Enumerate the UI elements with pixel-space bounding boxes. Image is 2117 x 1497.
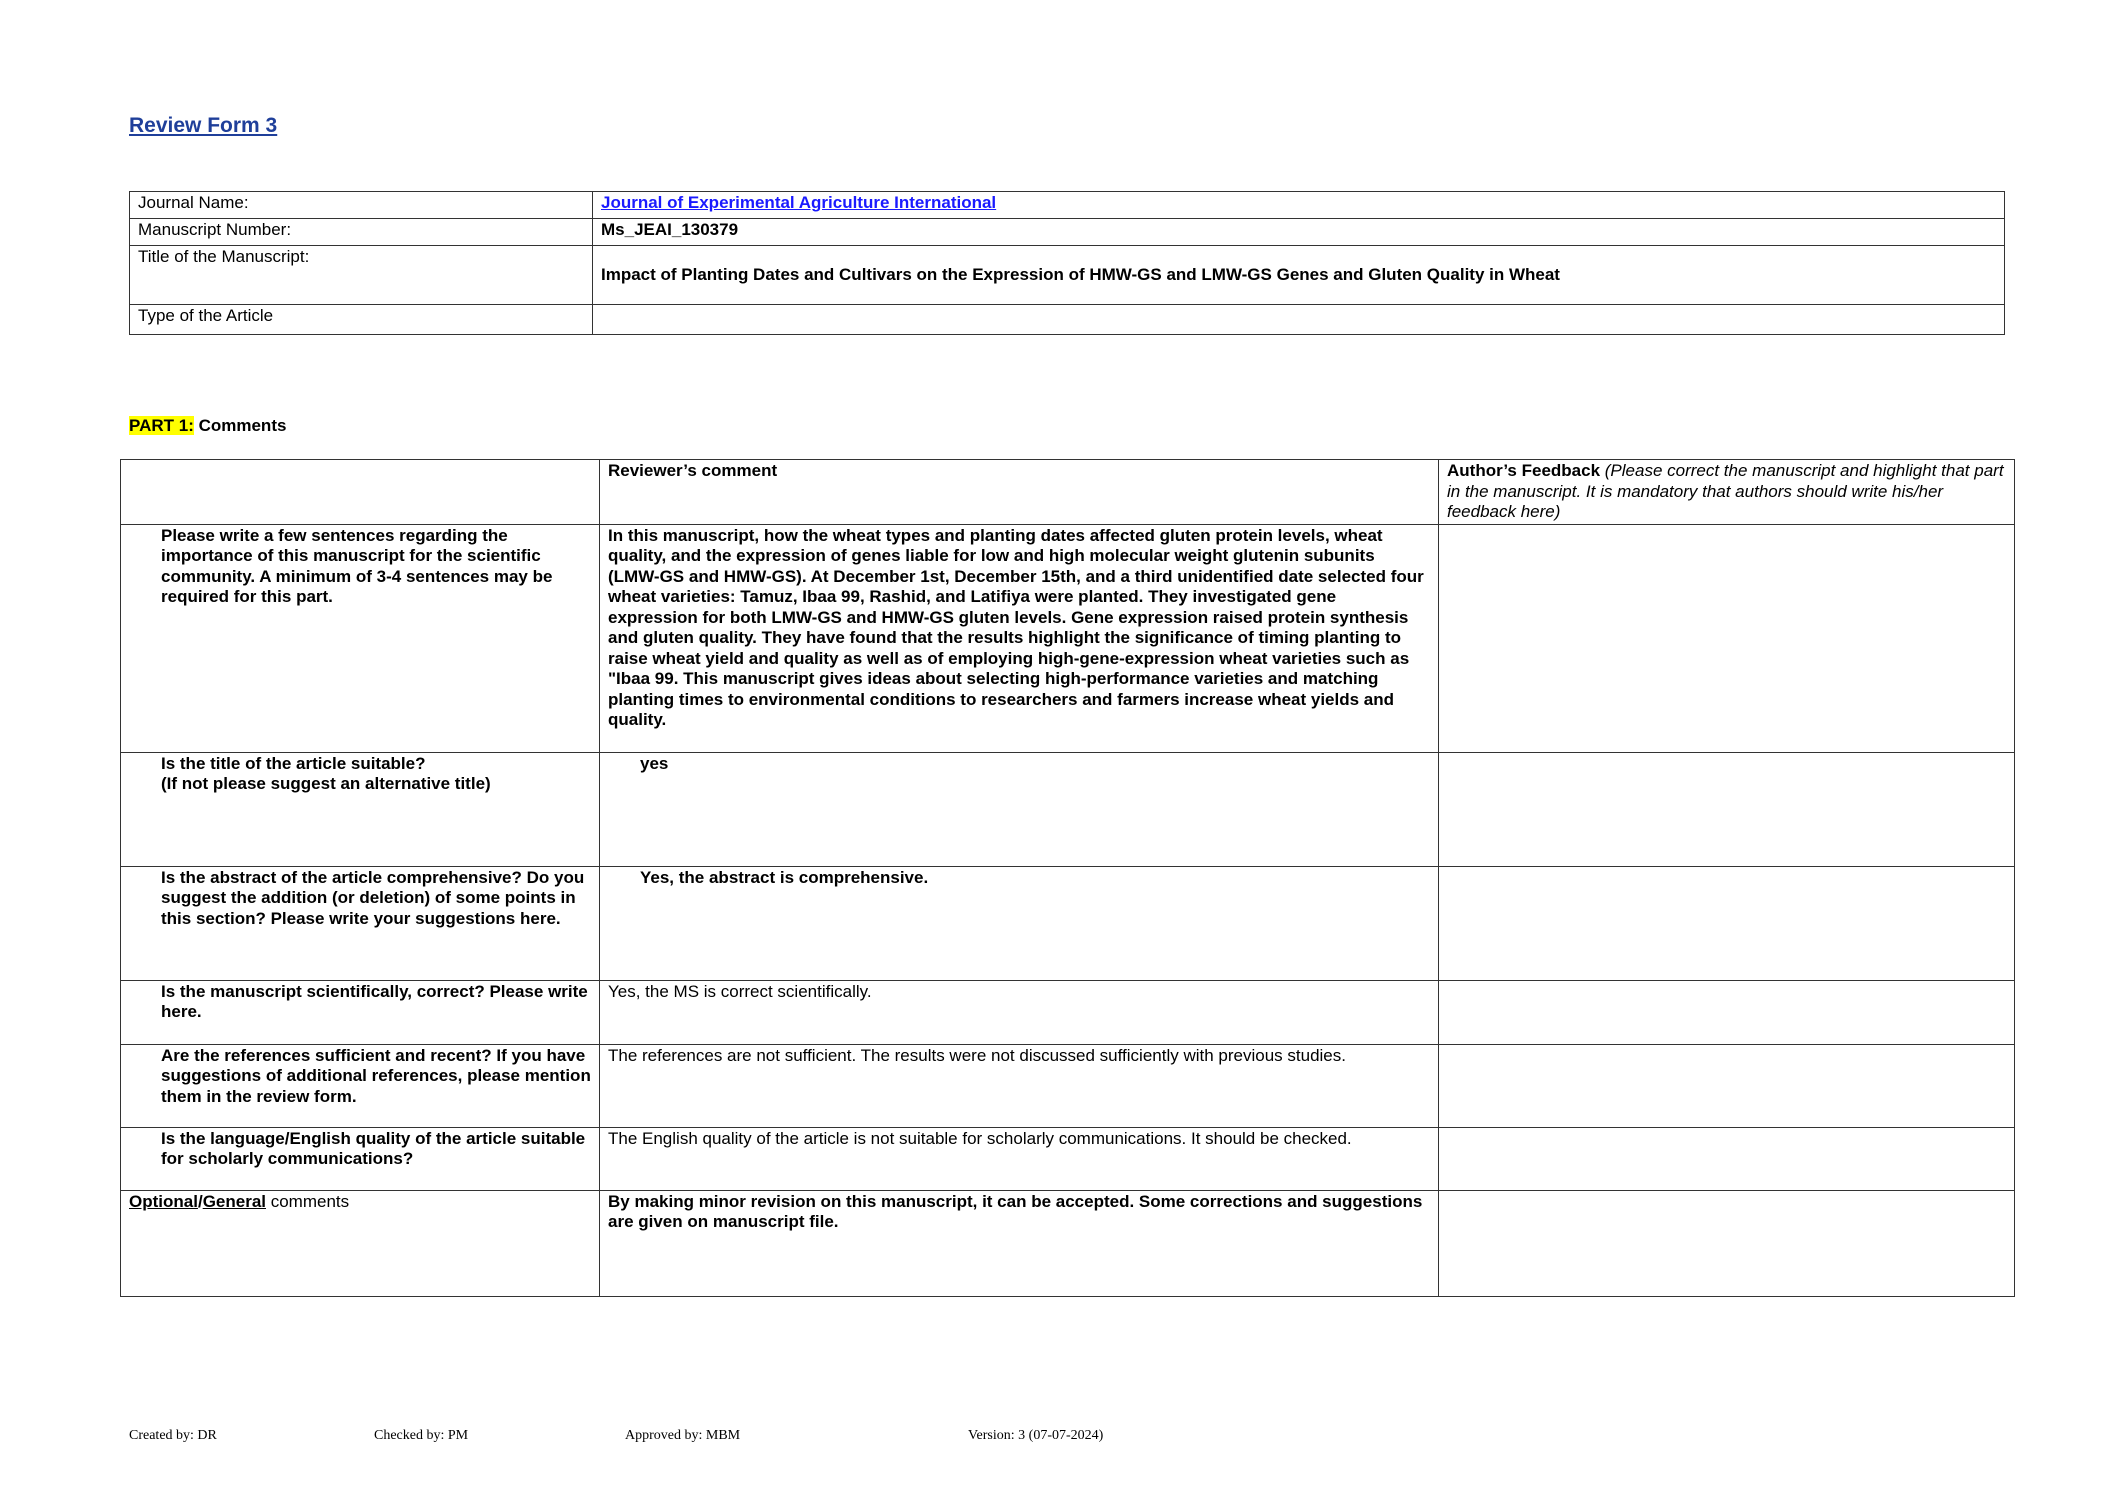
journal-link[interactable]: Journal of Experimental Agriculture International xyxy=(601,193,997,212)
ms-number: Ms_JEAI_130379 xyxy=(593,219,2005,246)
part-title: Comments xyxy=(193,416,287,435)
optional-label xyxy=(121,1190,600,1296)
author-header xyxy=(1439,460,2015,525)
question: Is the abstract of the article comprehensive? Do you suggest the addition (or deletion) of some points in this section? Please write your suggestions here. xyxy=(121,866,600,980)
question: Is the title of the article suitable? (If not please suggest an alternative title) xyxy=(121,752,600,866)
type-label: Type of the Article xyxy=(130,305,593,335)
author-feedback[interactable] xyxy=(1439,1127,2015,1190)
manuscript-info-table xyxy=(129,191,2005,335)
footer-checked: Checked by: PM xyxy=(374,1428,469,1443)
type-value xyxy=(593,305,2005,335)
journal-label: Journal Name: xyxy=(130,192,593,219)
question: Please write a few sentences regarding the importance of this manuscript for the scientific community. A minimum of 3-4 sentences may be required for this part. xyxy=(121,524,600,752)
footer-version: Version: 3 (07-07-2024) xyxy=(968,1428,1104,1443)
author-feedback[interactable] xyxy=(1439,1044,2015,1127)
question: Is the manuscript scientifically, correct? Please write here. xyxy=(121,980,600,1044)
optional-sep: / xyxy=(197,1191,203,1211)
author-feedback[interactable] xyxy=(1439,752,2015,866)
author-feedback[interactable] xyxy=(1439,866,2015,980)
part-heading xyxy=(129,416,286,436)
form-title: Review Form 3 xyxy=(129,114,278,137)
footer-created: Created by: DR xyxy=(129,1428,217,1443)
ms-label: Manuscript Number: xyxy=(130,219,593,246)
empty-header xyxy=(121,460,600,525)
optional-text: Optional xyxy=(129,1191,198,1211)
reviewer-comment: Yes, the abstract is comprehensive. xyxy=(600,866,1439,980)
reviewer-comment: The English quality of the article is not suitable for scholarly communications. It should be checked. xyxy=(600,1127,1439,1190)
author-header-note: (Please correct the manuscript and highlight that part in the manuscript. It is mandatory that authors should write his/her feedback here) xyxy=(1447,461,2004,521)
part-label: PART 1: xyxy=(129,416,194,435)
optional-feedback[interactable] xyxy=(1439,1190,2015,1296)
footer-approved: Approved by: MBM xyxy=(625,1428,741,1443)
author-feedback[interactable] xyxy=(1439,980,2015,1044)
author-header-bold: Author’s Feedback xyxy=(1447,461,1601,480)
optional-comment: By making minor revision on this manuscript, it can be accepted. Some corrections and suggestions are given on manuscript file. xyxy=(600,1190,1439,1296)
title-label: Title of the Manuscript: xyxy=(130,246,593,305)
question: Are the references sufficient and recent? If you have suggestions of additional references, please mention them in the review form. xyxy=(121,1044,600,1127)
reviewer-comment: The references are not sufficient. The results were not discussed sufficiently with previous studies. xyxy=(600,1044,1439,1127)
general-text: General xyxy=(202,1191,266,1211)
manuscript-title: Impact of Planting Dates and Cultivars on the Expression of HMW-GS and LMW-GS Genes and Gluten Quality in Wheat xyxy=(593,246,2005,305)
question: Is the language/English quality of the article suitable for scholarly communications? xyxy=(121,1127,600,1190)
comments-text: comments xyxy=(266,1191,350,1211)
reviewer-header: Reviewer’s comment xyxy=(600,460,1439,525)
reviewer-comment: yes xyxy=(600,752,1439,866)
author-feedback[interactable] xyxy=(1439,524,2015,752)
reviewer-comment: In this manuscript, how the wheat types and planting dates affected gluten protein levels, wheat quality, and the expression of genes liable for low and high molecular weight glutenin subunits (LMW-GS and HMW-GS). At December 1st, December 15th, and a third unidentified date selected four wheat varieties: Tamuz, Ibaa 99, Rashid, and Latifiya were planted. They investigated gene expression for both LMW-GS and HMW-GS gluten levels. Gene expression raised protein synthesis and gluten quality. They have found that the results highlight the significance of timing planting to raise wheat yield and quality as well as of employing high-gene-expression wheat varieties such as "Ibaa 99. This manuscript gives ideas about selecting high-performance varieties and matching planting times to environmental conditions to researchers and farmers increase wheat yields and quality. xyxy=(600,524,1439,752)
reviewer-comment: Yes, the MS is correct scientifically. xyxy=(600,980,1439,1044)
comments-table xyxy=(120,459,2015,1297)
